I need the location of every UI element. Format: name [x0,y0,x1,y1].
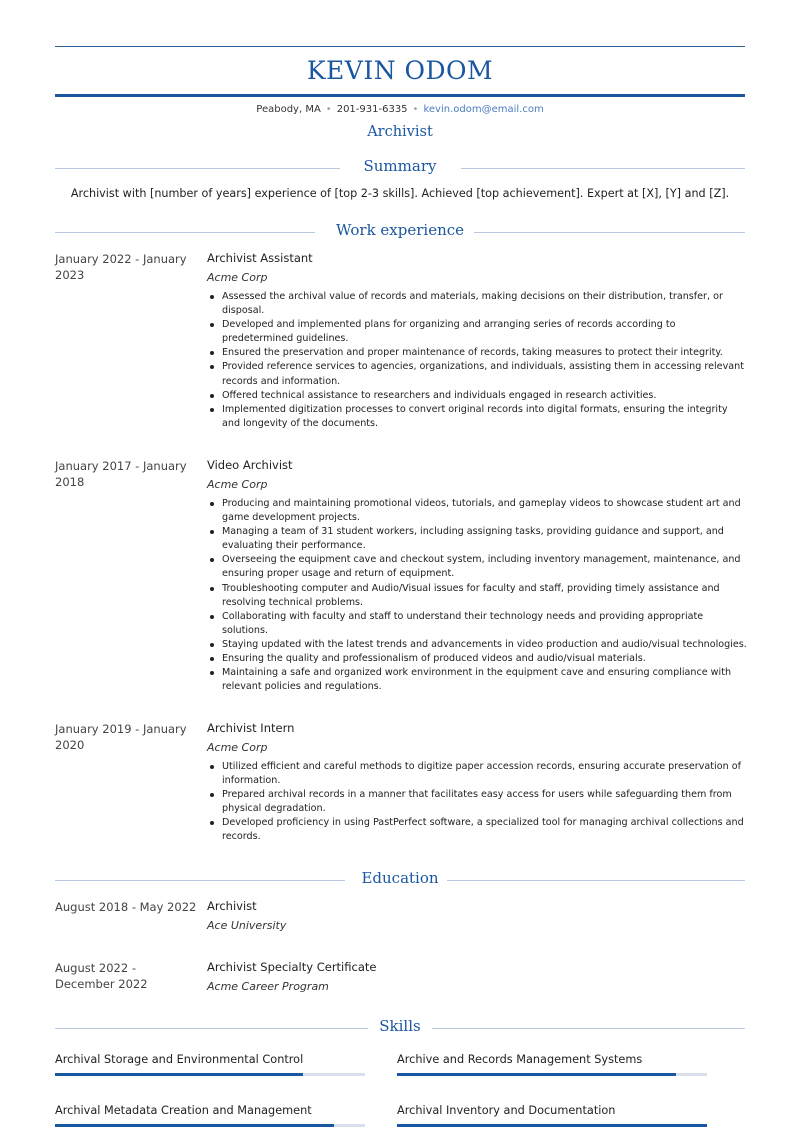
entry-degree: Archivist Specialty Certificate [207,960,377,974]
bullet-item: Assessed the archival value of records and materials, making decisions on their distribution, transfer, or disposal. [207,290,747,318]
skill-level-track [55,1073,365,1076]
skill-name: Archival Inventory and Documentation [397,1104,616,1117]
skill-name: Archive and Records Management Systems [397,1053,643,1066]
section-header-summary [55,157,745,179]
candidate-name: KEVIN ODOM [306,56,494,85]
bullet-item: Collaborating with faculty and staff to understand their technology needs and providing appropriate solutions. [207,610,747,638]
bullet-item: Developed and implemented plans for organizing and arranging series of records according to predetermined guidelines. [207,318,747,346]
bullet-list [207,290,747,431]
bullet-item: Troubleshooting computer and Audio/Visual issues for faculty and staff, providing timely assistance and resolving technical problems. [207,582,747,610]
entry-degree: Archivist [207,899,257,913]
bullet-item: Ensured the preservation and proper maintenance of records, taking measures to protect their integrity. [207,346,747,360]
entry-date: August 2018 - May 2022 [55,900,197,914]
separator-dot: • [325,104,332,115]
skill-level-track [55,1124,365,1127]
bullet-item: Utilized efficient and careful methods to digitize paper accession records, ensuring accurate preservation of information. [207,760,747,788]
skill-name: Archival Storage and Environmental Control [55,1053,304,1066]
bullet-item: Managing a team of 31 student workers, including assigning tasks, providing guidance and support, and evaluating their performance. [207,525,747,553]
bullet-item: Overseeing the equipment cave and checkout system, including inventory management, maintenance, and ensuring proper usage and return of equipment. [207,553,747,581]
bullet-item: Prepared archival records in a manner that facilitates easy access for users while safeguarding them from physical degradation. [207,788,747,816]
top-rule [55,46,745,47]
bullet-item: Offered technical assistance to researchers and individuals engaged in research activities. [207,389,747,403]
section-header-work [55,221,745,243]
entry-org: Acme Corp [207,741,268,754]
section-title: Work experience [335,221,465,239]
job-headline: Archivist [367,124,433,140]
skill-name: Archival Metadata Creation and Management [55,1104,312,1117]
entry-org: Acme Corp [207,271,268,284]
entry-date: August 2022 - December 2022 [55,961,148,991]
entry-date: January 2022 - January 2023 [55,252,187,282]
bullet-item: Maintaining a safe and organized work environment in the equipment cave and ensuring compliance with relevant policies and regulations. [207,666,747,694]
section-header-skills [55,1017,745,1039]
skill-item [55,1053,365,1066]
entry-org: Acme Corp [207,478,268,491]
skill-level-track [397,1073,707,1076]
skill-item [397,1104,707,1117]
entry-date: January 2017 - January 2018 [55,459,187,489]
entry-role: Archivist Assistant [207,251,313,265]
bullet-item: Provided reference services to agencies, organizations, and individuals, assisting them in accessing relevant records and information. [207,360,747,388]
bullet-item: Staying updated with the latest trends and advancements in video production and audio/visual technologies. [207,638,747,652]
section-title: Skills [379,1017,421,1035]
entry-role: Video Archivist [207,458,293,472]
skill-level-fill [55,1073,303,1076]
contact-line [55,104,745,115]
skill-item [397,1053,707,1066]
summary-text: Archivist with [number of years] experience of [top 2-3 skills]. Achieved [top achievement]. Expert at [X], [Y] and [Z]. [70,187,730,200]
skill-level-track [397,1124,707,1127]
skill-level-fill [55,1124,334,1127]
separator-dot: • [412,104,419,115]
bullet-item: Developed proficiency in using PastPerfect software, a specialized tool for managing archival collections and records. [207,816,747,844]
bullet-list [207,497,747,694]
bullet-item: Producing and maintaining promotional videos, tutorials, and gameplay videos to showcase student art and game development projects. [207,497,747,525]
skill-level-fill [397,1124,707,1127]
entry-school: Ace University [207,919,287,932]
skill-item [55,1104,365,1117]
entry-role: Archivist Intern [207,721,295,735]
skill-level-fill [397,1073,676,1076]
section-header-education [55,869,745,891]
bullet-list [207,760,747,845]
email-link[interactable]: kevin.odom@email.com [423,104,544,115]
location: Peabody, MA [256,104,321,115]
entry-date: January 2019 - January 2020 [55,722,187,752]
bullet-item: Implemented digitization processes to convert original records into digital formats, ensuring the integrity and longevity of the documents. [207,403,747,431]
section-title: Summary [363,157,437,175]
section-title: Education [361,869,439,887]
phone: 201-931-6335 [336,104,408,115]
bullet-item: Ensuring the quality and professionalism of produced videos and audio/visual materials. [207,652,747,666]
entry-school: Acme Career Program [207,980,329,993]
name-underline [55,94,745,97]
